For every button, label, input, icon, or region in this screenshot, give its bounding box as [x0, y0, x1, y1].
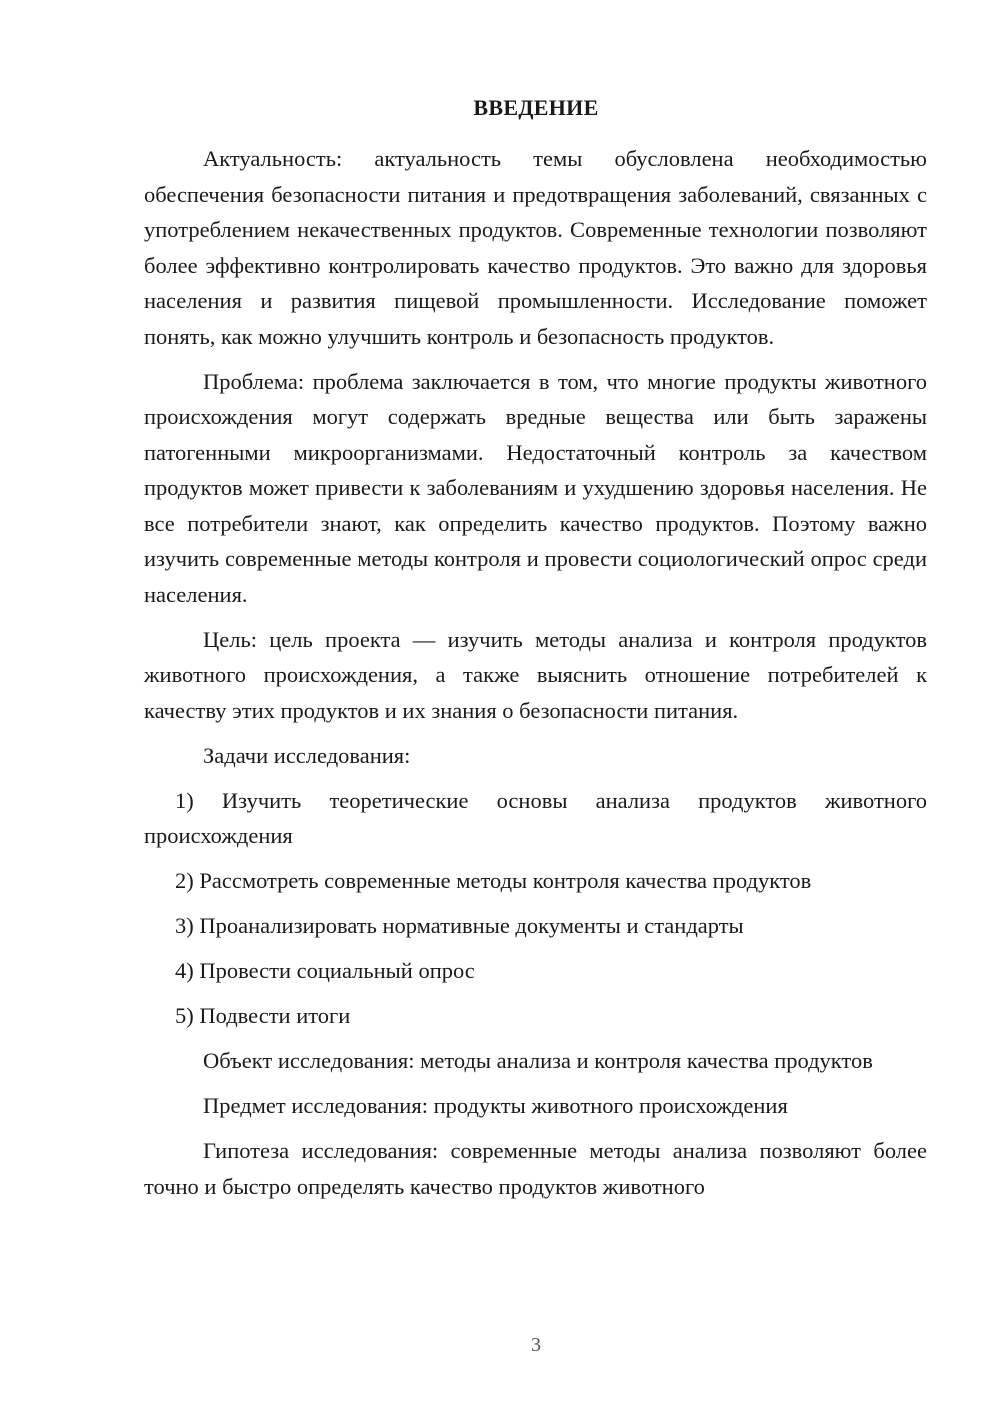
object-paragraph: Объект исследования: методы анализа и контроля качества продуктов	[203, 1048, 873, 1073]
tasks-heading: Задачи исследования:	[203, 742, 411, 768]
task-item-4: 4) Провести социальный опрос	[175, 958, 475, 983]
task-item-5: 5) Подвести итоги	[175, 1003, 351, 1028]
page-title: ВВЕДЕНИЕ	[473, 95, 599, 120]
problem-paragraph: Проблема: проблема заключается в том, что многие продукты животного происхождения могут содержать вредные вещества или быть заражены патогенными микроорганизмами. Недостаточный контроль за качеством продуктов может привести к заболеваниям и ухудшению здоровья населения. Не все потребители знают, как определить качество продуктов. Поэтому важно изучить современные методы контроля и провести социологический опрос среди населения.	[144, 368, 927, 607]
page-number: 3	[531, 1334, 541, 1356]
relevance-paragraph: Актуальность: актуальность темы обусловлена необходимостью обеспечения безопасности питания и предотвращения заболеваний, связанных с употреблением некачественных продуктов. Современные технологии позволяют более эффективно контролировать качество продуктов. Это важно для здоровья населения и развития пищевой промышленности. Исследование поможет понять, как можно улучшить контроль и безопасность продуктов.	[144, 146, 927, 349]
document-body	[144, 141, 927, 1214]
task-item-1: 1) Изучить теоретические основы анализа продуктов животного происхождения	[144, 787, 927, 848]
hypothesis-paragraph: Гипотеза исследования: современные методы анализа позволяют более точно и быстро определять качество продуктов животного	[144, 1138, 927, 1199]
goal-paragraph: Цель: цель проекта — изучить методы анализа и контроля продуктов животного происхождения, а также выяснить отношение потребителей к качеству этих продуктов и их знания о безопасности питания.	[144, 626, 927, 723]
subject-paragraph: Предмет исследования: продукты животного происхождения	[203, 1093, 788, 1118]
task-item-2: 2) Рассмотреть современные методы контроля качества продуктов	[175, 868, 812, 893]
task-item-3: 3) Проанализировать нормативные документы и стандарты	[175, 913, 744, 938]
